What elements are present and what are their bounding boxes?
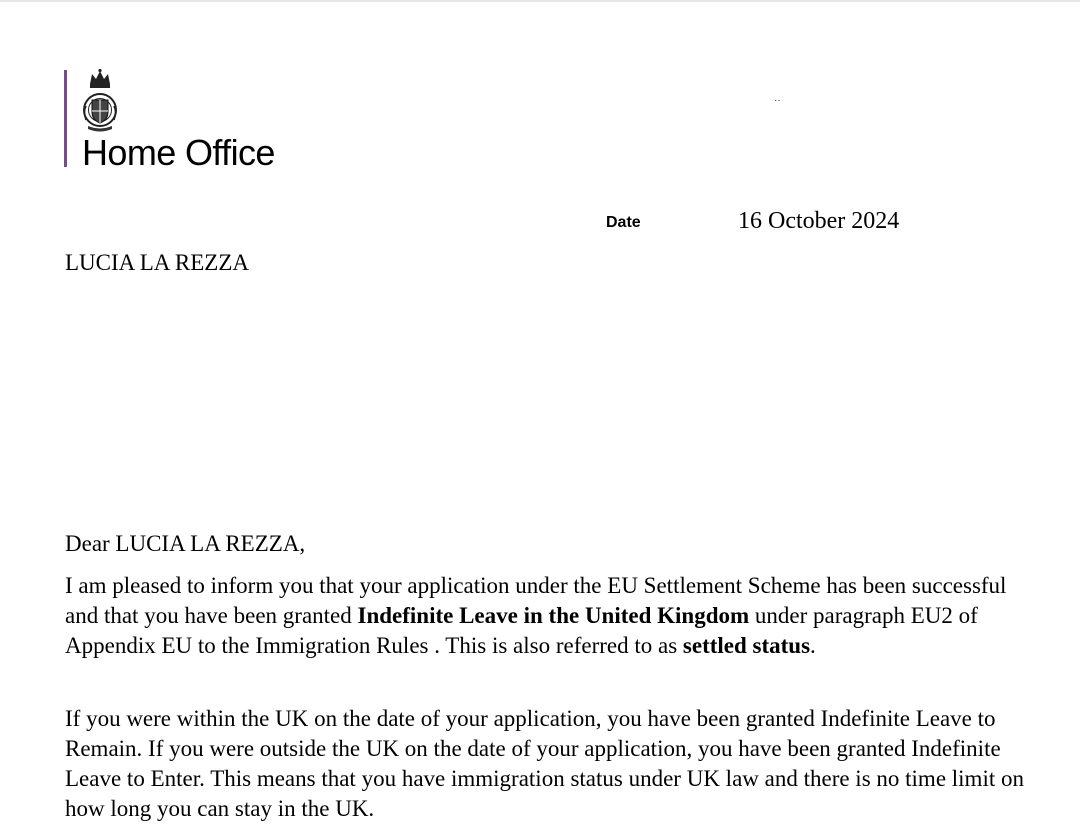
date-value: 16 October 2024	[738, 208, 900, 234]
letterhead-accent-bar	[64, 70, 67, 167]
paragraph-leave-explanation: If you were within the UK on the date of your application, you have been granted Indefinite Leave to Remain. If you were outside the UK on the date of your application, you have been granted Indefinite Leave to Enter. This means that you have immigration status under UK law and there is no time limit on how long you can stay in the UK.	[65, 706, 1024, 821]
paragraph-text: under paragraph EU2 of Appendix EU to the Immigration Rules . This is also referred to as	[65, 603, 978, 658]
salutation: Dear LUCIA LA REZZA,	[65, 531, 306, 556]
royal-coat-of-arms-icon	[82, 68, 118, 134]
date-label: Date	[606, 214, 641, 231]
paragraph-text: .	[810, 633, 816, 658]
paragraph-grant-notice	[65, 571, 1030, 661]
paragraph-text: I am pleased to inform you that your application under the EU Settlement Scheme has been successful and that you have been granted	[65, 573, 1007, 628]
recipient-name: LUCIA LA REZZA	[65, 250, 249, 275]
leave-type-emphasis: Indefinite Leave in the United Kingdom	[357, 603, 750, 628]
organisation-name: Home Office	[82, 132, 275, 173]
status-emphasis: settled status	[682, 633, 811, 658]
top-border	[0, 0, 1080, 2]
scan-mark: ‥	[774, 93, 781, 104]
